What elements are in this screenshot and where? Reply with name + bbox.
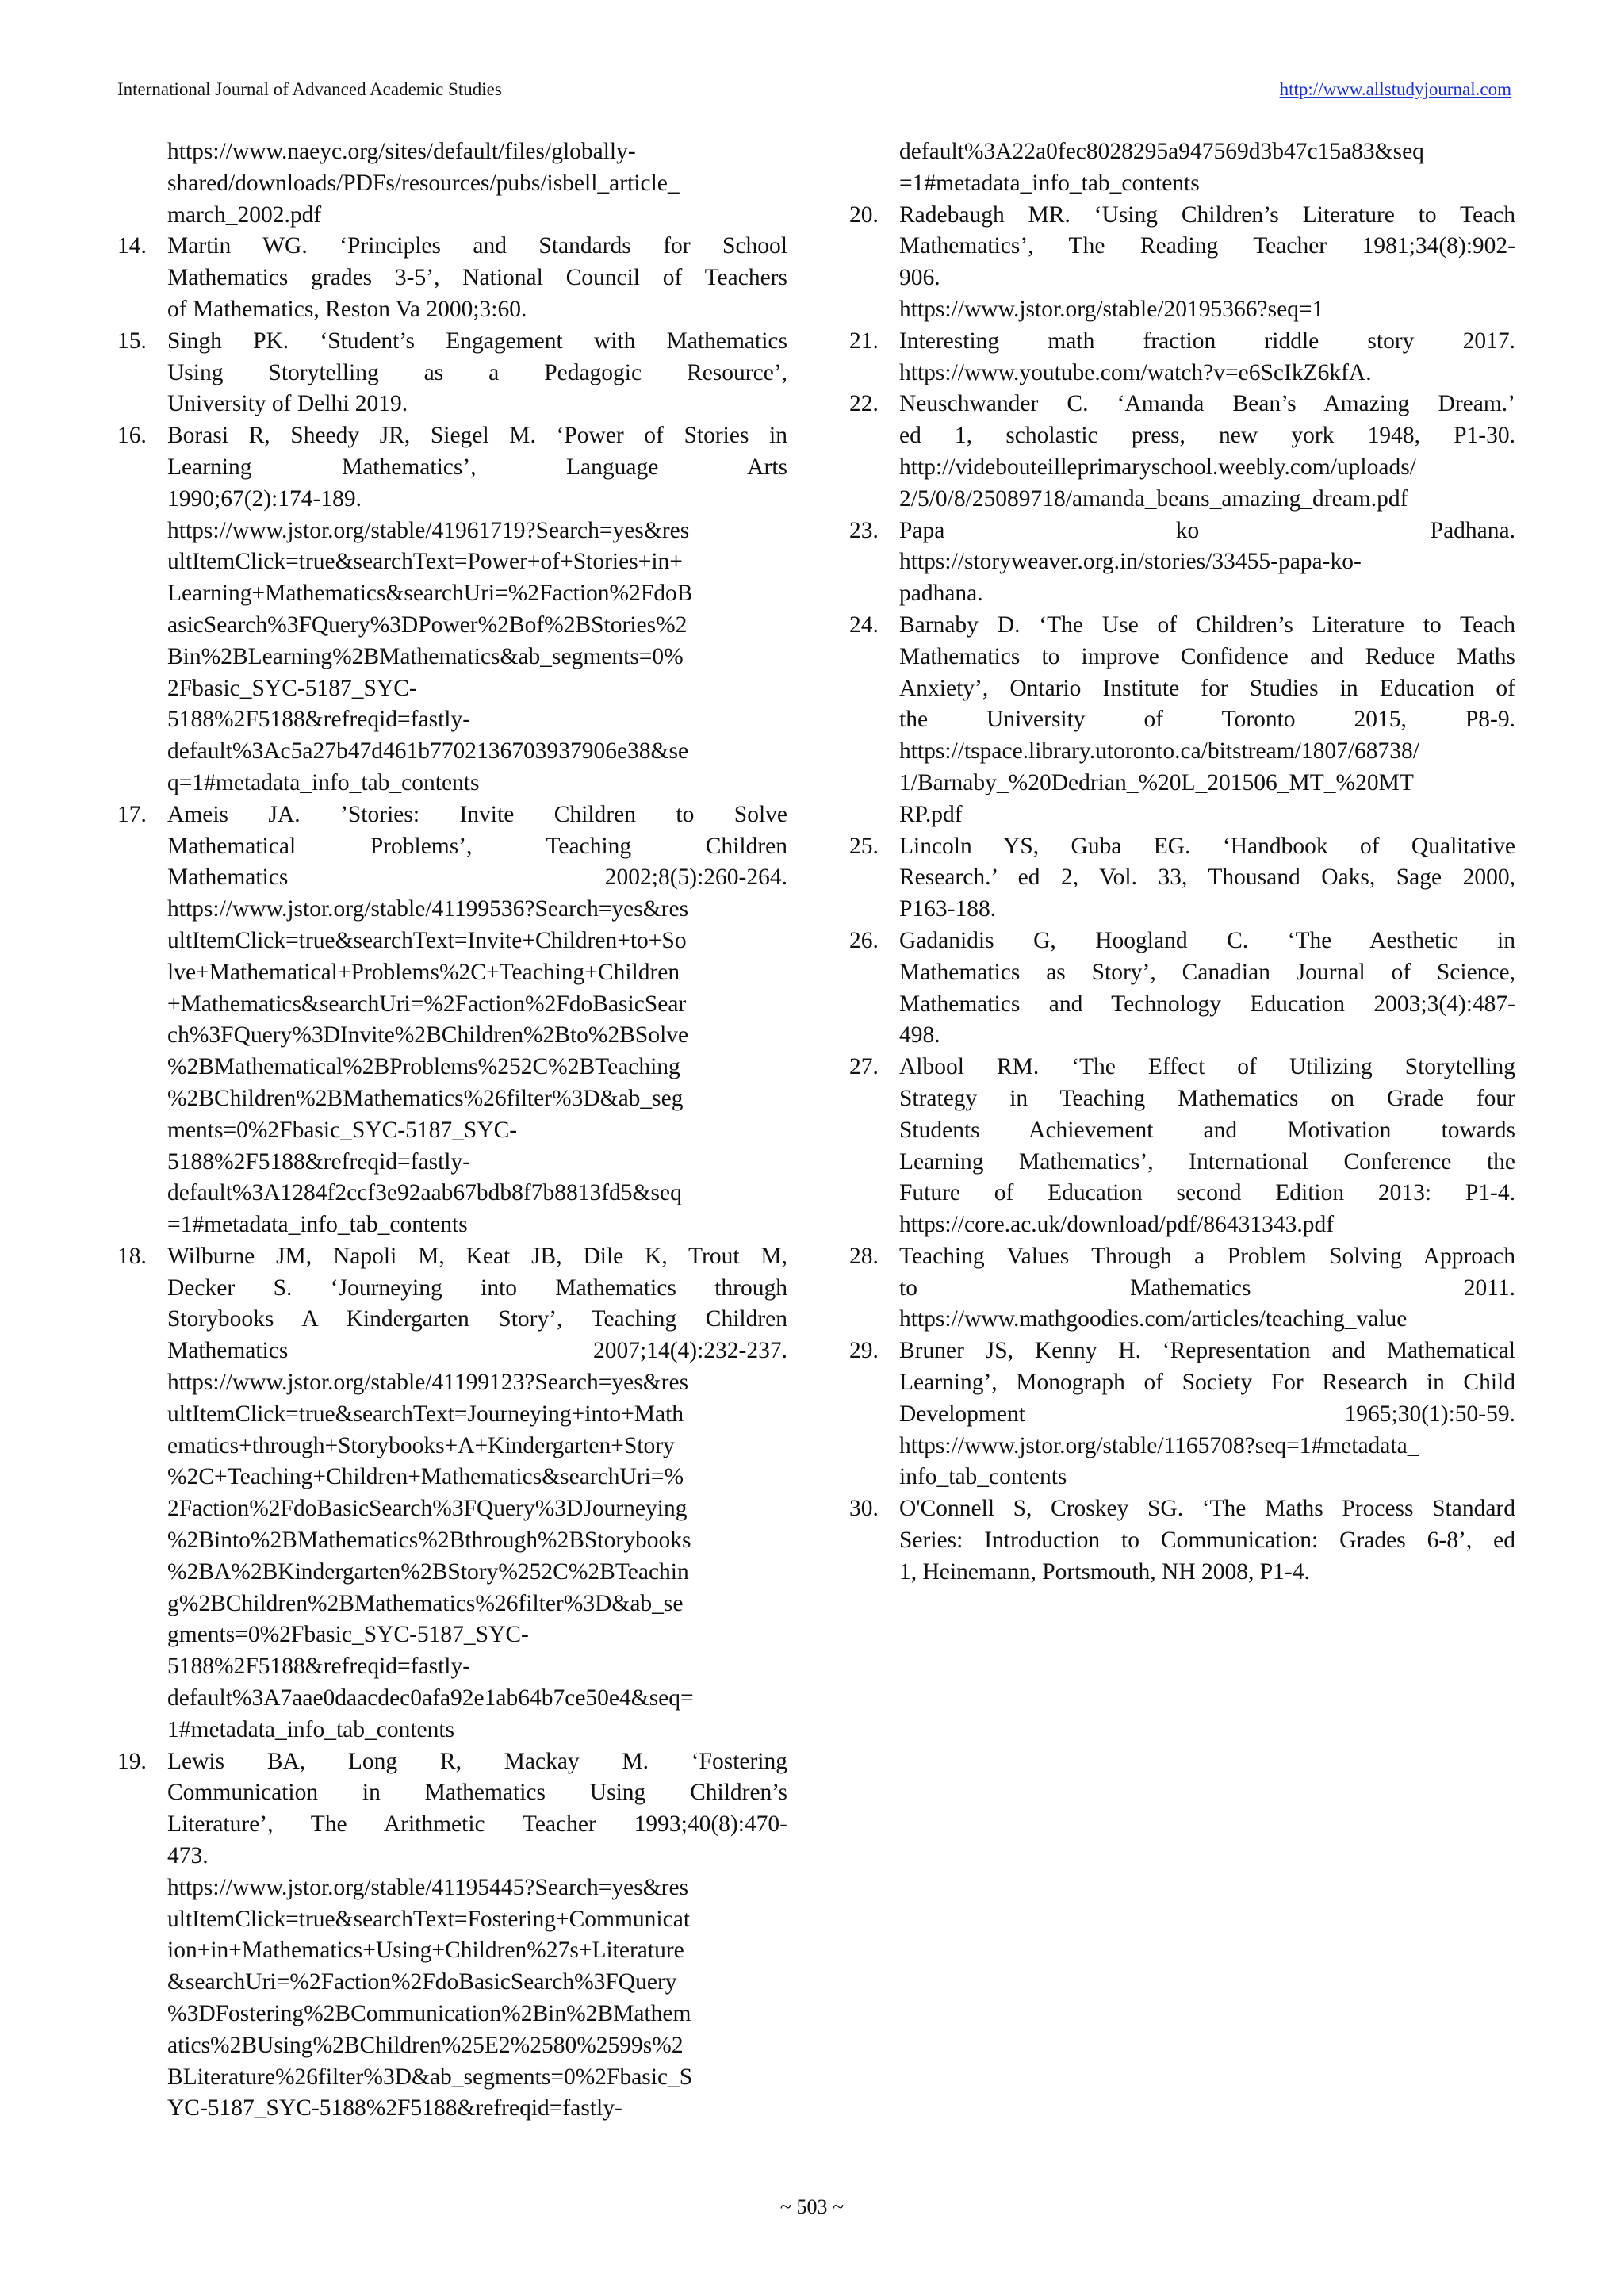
reference-line: 2Fbasic_SYC-5187_SYC- bbox=[167, 675, 417, 701]
page-number: ~ 503 ~ bbox=[779, 2195, 845, 2218]
reference-line: ultItemClick=true&searchText=Journeying+into+Math bbox=[167, 1401, 684, 1427]
reference-line: ultItemClick=true&searchText=Invite+Children+to+So bbox=[167, 927, 687, 953]
reference-line: Learning’, Monograph of Society For Research in Child bbox=[899, 1370, 1515, 1396]
reference-line: shared/downloads/PDFs/resources/pubs/isbell_article_ bbox=[167, 170, 680, 196]
reference-entry bbox=[117, 799, 787, 1241]
reference-line: O'Connell S, Croskey SG. ‘The Maths Process Standard bbox=[899, 1496, 1515, 1522]
reference-line: 1/Barnaby_%20Dedrian_%20L_201506_MT_%20MT bbox=[899, 769, 1414, 795]
reference-number: 19. bbox=[117, 1748, 147, 1774]
reference-line: Mathematics to improve Confidence and Reduce Maths bbox=[899, 643, 1515, 669]
reference-line: University of Delhi 2019. bbox=[167, 391, 408, 417]
reference-line: YC-5187_SYC-5188%2F5188&refreqid=fastly- bbox=[167, 2095, 622, 2122]
reference-continuation bbox=[899, 136, 1515, 200]
reference-entry bbox=[849, 1052, 1515, 1241]
reference-line: https://www.jstor.org/stable/41199536?Search=yes&res bbox=[167, 896, 689, 922]
reference-number: 30. bbox=[849, 1496, 879, 1522]
reference-line: https://www.jstor.org/stable/20195366?seq=1 bbox=[899, 296, 1324, 322]
reference-line: %2C+Teaching+Children+Mathematics&searchUri=% bbox=[167, 1464, 684, 1490]
reference-line: atics%2BUsing%2BChildren%25E2%2580%2599s%2 bbox=[167, 2032, 684, 2058]
reference-line: Singh PK. ‘Student’s Engagement with Mathematics bbox=[167, 328, 787, 354]
reference-line: padhana. bbox=[899, 581, 983, 607]
reference-number: 14. bbox=[117, 233, 147, 259]
reference-number: 15. bbox=[117, 328, 147, 354]
reference-text bbox=[899, 326, 1515, 389]
reference-line: Strategy in Teaching Mathematics on Grade four bbox=[899, 1085, 1515, 1111]
reference-text bbox=[899, 1052, 1515, 1241]
reference-number: 21. bbox=[849, 328, 879, 354]
reference-line: Storybooks A Kindergarten Story’, Teaching Children bbox=[167, 1306, 787, 1332]
reference-line: Future of Education second Edition 2013: P1-4. bbox=[899, 1180, 1515, 1206]
reference-line: Development 1965;30(1):50-59. bbox=[899, 1401, 1515, 1427]
reference-line: %2BA%2BKindergarten%2BStory%252C%2BTeachin bbox=[167, 1558, 689, 1585]
reference-line: 1990;67(2):174-189. bbox=[167, 485, 362, 512]
reference-line: march_2002.pdf bbox=[167, 201, 322, 228]
reference-entry bbox=[849, 1493, 1515, 1588]
reference-entry bbox=[117, 420, 787, 799]
reference-text bbox=[167, 231, 787, 325]
reference-number: 16. bbox=[117, 423, 147, 449]
reference-text bbox=[167, 326, 787, 420]
reference-number: 17. bbox=[117, 801, 147, 827]
reference-line: 1#metadata_info_tab_contents bbox=[167, 1716, 455, 1742]
reference-line: 1, Heinemann, Portsmouth, NH 2008, P1-4. bbox=[899, 1558, 1310, 1585]
reference-line: Borasi R, Sheedy JR, Siegel M. ‘Power of Stories in bbox=[167, 423, 787, 449]
reference-text bbox=[899, 136, 1515, 200]
reference-text bbox=[899, 1241, 1515, 1336]
reference-text bbox=[899, 831, 1515, 926]
reference-number: 22. bbox=[849, 391, 879, 417]
reference-line: %2BChildren%2BMathematics%26filter%3D&ab_seg bbox=[167, 1085, 684, 1111]
reference-line: Mathematical Problems’, Teaching Children bbox=[167, 833, 787, 859]
reference-line: lve+Mathematical+Problems%2C+Teaching+Children bbox=[167, 959, 680, 985]
reference-line: =1#metadata_info_tab_contents bbox=[899, 170, 1200, 196]
references-right-column bbox=[849, 136, 1515, 1589]
reference-number: 23. bbox=[849, 517, 879, 543]
reference-line: Mathematics as Story’, Canadian Journal of Science, bbox=[899, 959, 1515, 985]
reference-line: Learning+Mathematics&searchUri=%2Faction%2FdoB bbox=[167, 581, 693, 607]
reference-line: 2/5/0/8/25089718/amanda_beans_amazing_dream.pdf bbox=[899, 485, 1408, 512]
reference-entry bbox=[849, 831, 1515, 926]
reference-line: https://www.jstor.org/stable/41961719?Search=yes&res bbox=[167, 517, 690, 543]
reference-line: Lincoln YS, Guba EG. ‘Handbook of Qualitative bbox=[899, 833, 1515, 859]
reference-text bbox=[899, 610, 1515, 831]
reference-line: Bin%2BLearning%2BMathematics&ab_segments=0% bbox=[167, 643, 684, 669]
reference-line: https://www.mathgoodies.com/articles/teaching_value bbox=[899, 1306, 1408, 1332]
reference-line: 5188%2F5188&refreqid=fastly- bbox=[167, 1654, 471, 1680]
reference-line: Learning Mathematics’, Language Arts bbox=[167, 454, 787, 480]
reference-number: 24. bbox=[849, 611, 879, 638]
reference-line: https://tspace.library.utoronto.ca/bitstream/1807/68738/ bbox=[899, 738, 1419, 765]
reference-line: RP.pdf bbox=[899, 801, 963, 827]
reference-line: &searchUri=%2Faction%2FdoBasicSearch%3FQuery bbox=[167, 1969, 677, 1995]
reference-line: https://www.youtube.com/watch?v=e6ScIkZ6kfA. bbox=[899, 359, 1372, 385]
reference-entry bbox=[849, 610, 1515, 831]
reference-line: to Mathematics 2011. bbox=[899, 1274, 1515, 1301]
reference-line: Ameis JA. ’Stories: Invite Children to Solve bbox=[167, 801, 787, 827]
reference-continuation bbox=[167, 136, 787, 231]
reference-line: Gadanidis G, Hoogland C. ‘The Aesthetic in bbox=[899, 927, 1515, 953]
reference-line: Anxiety’, Ontario Institute for Studies in Education of bbox=[899, 675, 1515, 701]
reference-line: https://www.naeyc.org/sites/default/files/globally- bbox=[167, 139, 636, 164]
reference-line: of Mathematics, Reston Va 2000;3:60. bbox=[167, 296, 527, 322]
reference-line: https://www.jstor.org/stable/41195445?Search=yes&res bbox=[167, 1874, 689, 1900]
reference-line: Mathematics 2007;14(4):232-237. bbox=[167, 1338, 787, 1364]
reference-line: 5188%2F5188&refreqid=fastly- bbox=[167, 1148, 471, 1175]
reference-line: https://storyweaver.org.in/stories/33455-papa-ko- bbox=[899, 549, 1362, 575]
reference-entry bbox=[849, 1241, 1515, 1336]
reference-line: %2Binto%2BMathematics%2Bthrough%2BStorybooks bbox=[167, 1527, 691, 1554]
reference-line: default%3A7aae0daacdec0afa92e1ab64b7ce50e4&seq= bbox=[167, 1685, 694, 1711]
reference-entry bbox=[849, 516, 1515, 610]
reference-entry bbox=[849, 1336, 1515, 1493]
reference-line: ed 1, scholastic press, new york 1948, P1-30. bbox=[899, 423, 1515, 449]
reference-line: 5188%2F5188&refreqid=fastly- bbox=[167, 707, 471, 733]
reference-line: +Mathematics&searchUri=%2Faction%2FdoBasicSear bbox=[167, 991, 687, 1017]
reference-line: ion+in+Mathematics+Using+Children%27s+Literature bbox=[167, 1938, 684, 1964]
reference-line: Communication in Mathematics Using Children’s bbox=[167, 1780, 787, 1806]
references-left-column bbox=[117, 136, 787, 2125]
reference-line: default%3A22a0fec8028295a947569d3b47c15a83&seq bbox=[899, 139, 1424, 164]
reference-line: Research.’ ed 2, Vol. 33, Thousand Oaks, Sage 2000, bbox=[899, 864, 1515, 891]
reference-line: Mathematics grades 3-5’, National Council of Teachers bbox=[167, 265, 787, 291]
reference-line: info_tab_contents bbox=[899, 1464, 1067, 1490]
journal-url-link[interactable]: http://www.allstudyjournal.com bbox=[1279, 79, 1511, 99]
reference-number: 29. bbox=[849, 1338, 879, 1364]
reference-line: http://videbouteilleprimaryschool.weebly.com/uploads/ bbox=[899, 454, 1416, 480]
reference-line: Decker S. ‘Journeying into Mathematics through bbox=[167, 1274, 787, 1301]
reference-text bbox=[167, 136, 787, 231]
reference-number: 25. bbox=[849, 833, 879, 859]
reference-line: Teaching Values Through a Problem Solving Approach bbox=[899, 1243, 1515, 1269]
reference-entry bbox=[849, 389, 1515, 515]
reference-line: Bruner JS, Kenny H. ‘Representation and Mathematical bbox=[899, 1338, 1515, 1364]
reference-text bbox=[899, 200, 1515, 326]
reference-line: %3DFostering%2BCommunication%2Bin%2BMathem bbox=[167, 2001, 691, 2027]
reference-line: Series: Introduction to Communication: Grades 6-8’, ed bbox=[899, 1527, 1515, 1554]
reference-entry bbox=[849, 326, 1515, 389]
reference-text bbox=[167, 1746, 787, 2125]
reference-line: Radebaugh MR. ‘Using Children’s Literature to Teach bbox=[899, 201, 1515, 228]
reference-text bbox=[167, 420, 787, 799]
reference-line: Mathematics and Technology Education 2003;3(4):487- bbox=[899, 991, 1515, 1017]
reference-line: the University of Toronto 2015, P8-9. bbox=[899, 707, 1515, 733]
reference-line: ematics+through+Storybooks+A+Kindergarten+Story bbox=[167, 1432, 675, 1458]
reference-line: default%3A1284f2ccf3e92aab67bdb8f7b8813fd5&seq bbox=[167, 1180, 682, 1206]
reference-entry bbox=[117, 1746, 787, 2125]
reference-line: BLiterature%26filter%3D&ab_segments=0%2Fbasic_S bbox=[167, 2064, 693, 2090]
reference-number: 18. bbox=[117, 1243, 147, 1269]
reference-text bbox=[167, 799, 787, 1241]
reference-line: https://www.jstor.org/stable/1165708?seq=1#metadata_ bbox=[899, 1432, 1419, 1458]
reference-line: asicSearch%3FQuery%3DPower%2Bof%2BStories%2 bbox=[167, 611, 688, 638]
reference-line: Lewis BA, Long R, Mackay M. ‘Fostering bbox=[167, 1748, 787, 1774]
reference-entry bbox=[117, 231, 787, 325]
reference-number: 27. bbox=[849, 1054, 879, 1080]
reference-line: =1#metadata_info_tab_contents bbox=[167, 1212, 468, 1238]
reference-line: Students Achievement and Motivation towards bbox=[899, 1117, 1515, 1143]
reference-line: Papa ko Padhana. bbox=[899, 517, 1515, 543]
reference-text bbox=[899, 926, 1515, 1052]
reference-entry bbox=[849, 926, 1515, 1052]
reference-line: Literature’, The Arithmetic Teacher 1993;40(8):470- bbox=[167, 1811, 787, 1838]
reference-line: 2Faction%2FdoBasicSearch%3FQuery%3DJourneying bbox=[167, 1496, 688, 1522]
reference-line: Mathematics 2002;8(5):260-264. bbox=[167, 864, 787, 891]
reference-line: P163-188. bbox=[899, 896, 997, 922]
reference-line: https://www.jstor.org/stable/41199123?Search=yes&res bbox=[167, 1370, 689, 1396]
reference-line: g%2BChildren%2BMathematics%26filter%3D&ab_se bbox=[167, 1590, 684, 1616]
reference-line: Wilburne JM, Napoli M, Keat JB, Dile K, Trout M, bbox=[167, 1243, 787, 1269]
reference-line: Interesting math fraction riddle story 2017. bbox=[899, 328, 1515, 354]
reference-text bbox=[899, 516, 1515, 610]
reference-text bbox=[167, 1241, 787, 1746]
reference-line: Martin WG. ‘Principles and Standards for School bbox=[167, 233, 787, 259]
journal-title: International Journal of Advanced Academic Studies bbox=[117, 79, 502, 99]
reference-line: 906. bbox=[899, 265, 940, 291]
reference-number: 26. bbox=[849, 927, 879, 953]
reference-line: default%3Ac5a27b47d461b7702136703937906e38&se bbox=[167, 738, 689, 765]
reference-line: ments=0%2Fbasic_SYC-5187_SYC- bbox=[167, 1117, 518, 1143]
page-header bbox=[117, 79, 1511, 105]
reference-line: https://core.ac.uk/download/pdf/86431343.pdf bbox=[899, 1212, 1335, 1238]
reference-text bbox=[899, 389, 1515, 515]
reference-number: 28. bbox=[849, 1243, 879, 1269]
reference-line: Barnaby D. ‘The Use of Children’s Literature to Teach bbox=[899, 611, 1515, 638]
reference-line: %2BMathematical%2BProblems%252C%2BTeaching bbox=[167, 1054, 680, 1080]
reference-line: ultItemClick=true&searchText=Fostering+Communicat bbox=[167, 1906, 691, 1932]
reference-number: 20. bbox=[849, 201, 879, 228]
reference-entry bbox=[117, 1241, 787, 1746]
reference-line: Mathematics’, The Reading Teacher 1981;34(8):902- bbox=[899, 233, 1515, 259]
reference-line: Albool RM. ‘The Effect of Utilizing Storytelling bbox=[899, 1054, 1515, 1080]
reference-entry bbox=[849, 200, 1515, 326]
reference-line: 498. bbox=[899, 1022, 940, 1048]
reference-line: Neuschwander C. ‘Amanda Bean’s Amazing Dream.’ bbox=[899, 391, 1515, 417]
reference-line: Learning Mathematics’, International Conference the bbox=[899, 1148, 1515, 1175]
reference-line: 473. bbox=[167, 1843, 209, 1869]
reference-line: q=1#metadata_info_tab_contents bbox=[167, 769, 480, 795]
reference-line: Using Storytelling as a Pedagogic Resource’, bbox=[167, 359, 787, 385]
reference-line: ch%3FQuery%3DInvite%2BChildren%2Bto%2BSolve bbox=[167, 1022, 689, 1048]
reference-line: ultItemClick=true&searchText=Power+of+Stories+in+ bbox=[167, 549, 683, 575]
reference-entry bbox=[117, 326, 787, 420]
reference-text bbox=[899, 1336, 1515, 1493]
reference-line: gments=0%2Fbasic_SYC-5187_SYC- bbox=[167, 1622, 529, 1648]
reference-text bbox=[899, 1493, 1515, 1588]
